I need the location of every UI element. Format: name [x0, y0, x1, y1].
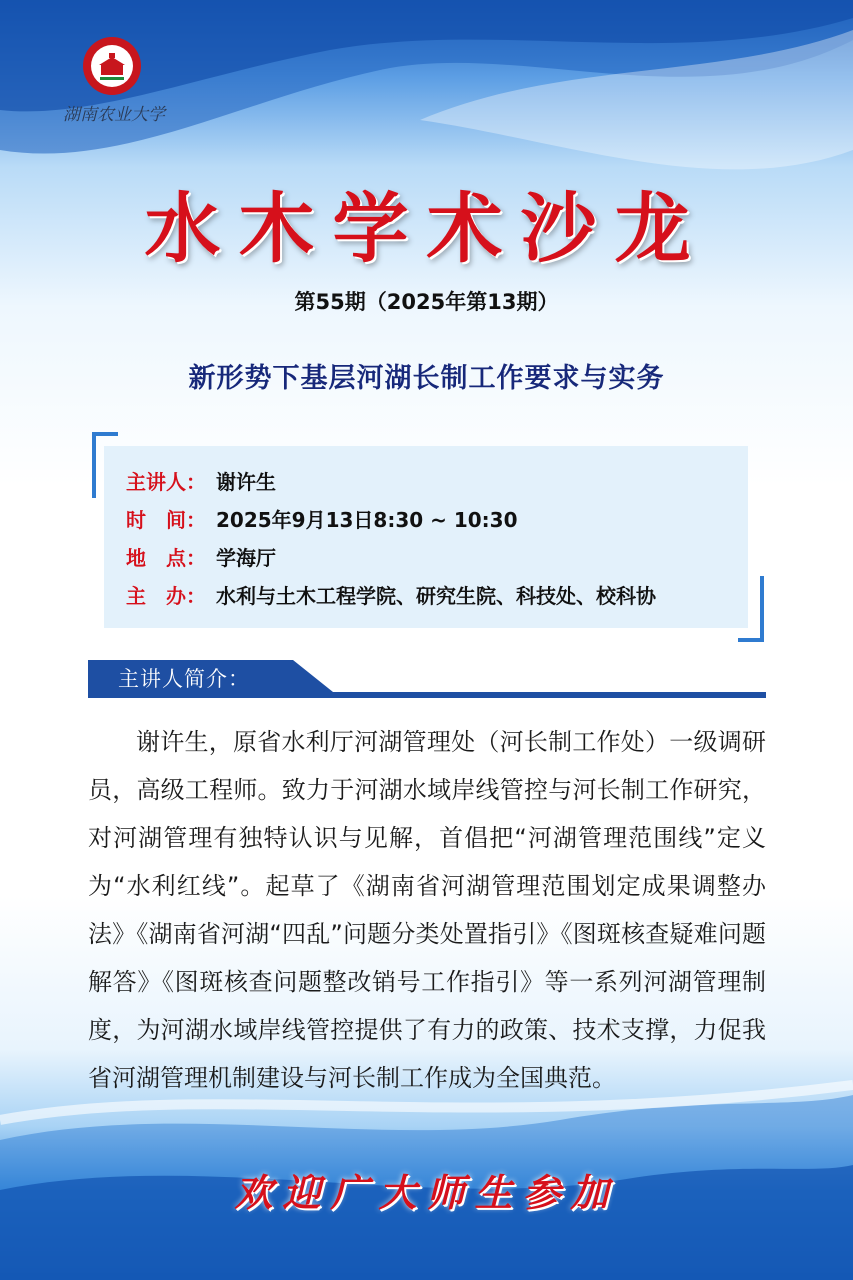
welcome-slogan: 欢迎广大师生参加: [234, 1170, 619, 1215]
info-value: 2025年9月13日8:30 ~ 10:30: [216, 508, 518, 532]
bracket-top-left: [92, 432, 118, 498]
info-label: 主讲人：: [126, 470, 206, 494]
info-label: 地 点：: [126, 546, 206, 570]
info-value: 水利与土木工程学院、研究生院、科技处、校科协: [216, 584, 656, 608]
svg-text:湖南农业大学: 湖南农业大学: [63, 105, 165, 125]
info-value: 谢许生: [216, 470, 276, 494]
university-seal-icon: [82, 36, 142, 96]
bracket-bottom-right: [738, 576, 764, 642]
issue-number: 第55期（2025年第13期）: [294, 290, 559, 314]
info-label: 时 间：: [126, 508, 206, 532]
info-label: 主 办：: [126, 584, 206, 608]
university-name-calligraphy: [54, 98, 174, 130]
university-logo: [54, 36, 174, 132]
lecture-topic: 新形势下基层河湖长制工作要求与实务: [188, 363, 665, 394]
section-title: 主讲人简介：: [118, 667, 250, 691]
speaker-bio: 谢许生，原省水利厅河湖管理处（河长制工作处）一级调研员，高级工程师。致力于河湖水域岸线管控与河长制工作研究，对河湖管理有独特认识与见解，首倡把“河湖管理范围线”定义为“水利红线”。起草了《湖南省河湖管理范围划定成果调整办法》《湖南省河湖“四乱”问题分类处置指引》《图斑核查疑难问题解答》《图斑核查问题整改销号工作指引》等一系列河湖管理制度，为河湖水域岸线管控提供了有力的政策、技术支撑，力促我省河湖管理机制建设与河长制工作成为全国典范。: [88, 728, 766, 1092]
main-title: 水木学术沙龙: [144, 184, 709, 273]
info-value: 学海厅: [216, 546, 276, 570]
